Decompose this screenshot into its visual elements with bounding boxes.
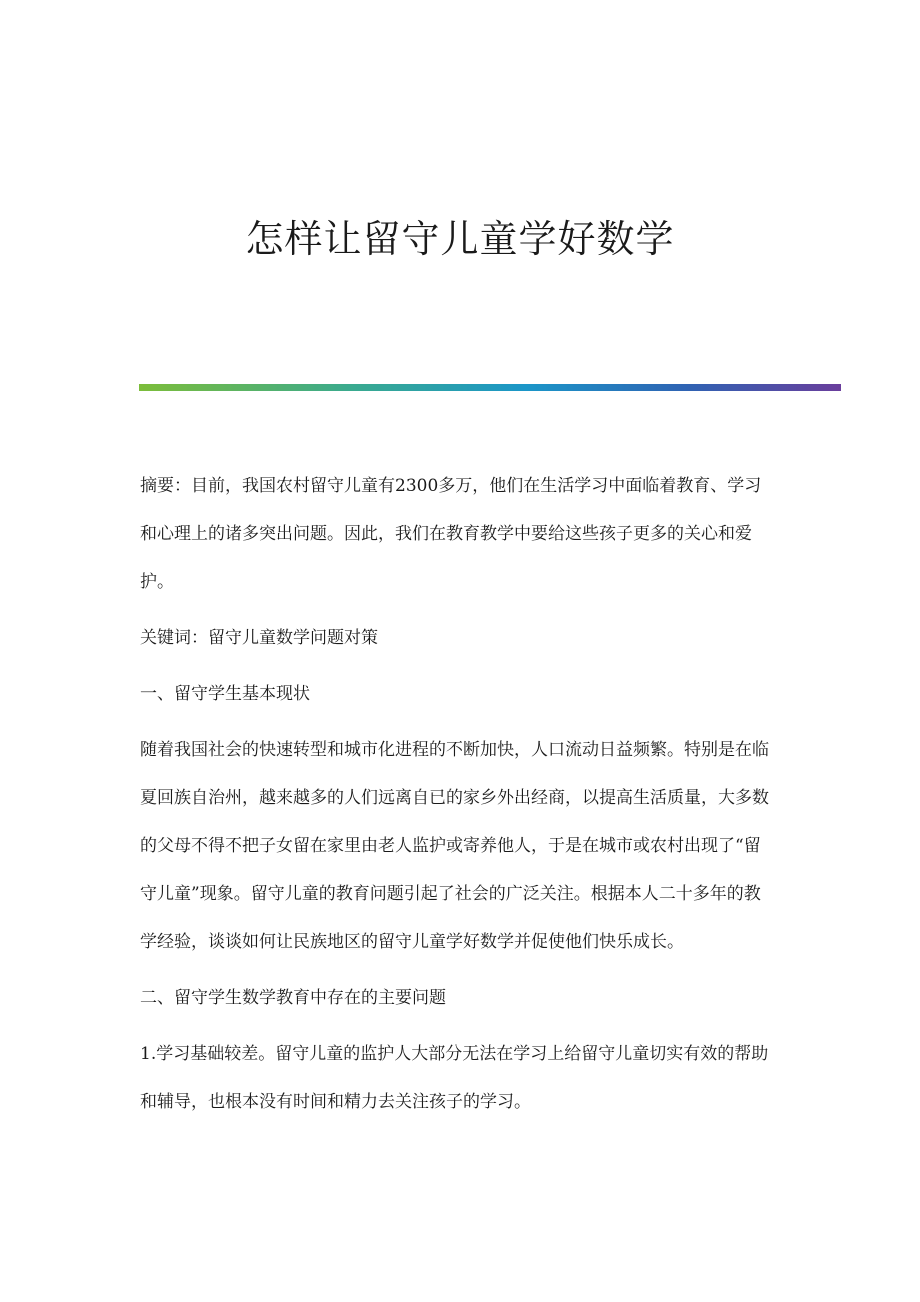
section-heading-2: 二、留守学生数学教育中存在的主要问题 <box>140 988 446 1008</box>
title-divider <box>139 384 841 391</box>
document-body <box>140 462 772 1134</box>
section-heading-1: 一、留守学生基本现状 <box>140 684 310 704</box>
document-title: 怎样让留守儿童学好数学 <box>245 217 675 261</box>
keywords-paragraph: 关键词：留守儿童数学问题对策 <box>140 628 378 648</box>
abstract-paragraph: 摘要：目前，我国农村留守儿童有2300多万，他们在生活学习中面临着教育、学习和心理上的诸多突出问题。因此，我们在教育教学中要给这些孩子更多的关心和爱护。 <box>140 476 762 592</box>
body-paragraph: 1.学习基础较差。留守儿童的监护人大部分无法在学习上给留守儿童切实有效的帮助和辅导，也根本没有时间和精力去关注孩子的学习。 <box>140 1044 769 1112</box>
body-paragraph: 随着我国社会的快速转型和城市化进程的不断加快，人口流动日益频繁。特别是在临夏回族自治州，越来越多的人们远离自已的家乡外出经商，以提高生活质量，大多数的父母不得不把子女留在家里由老人监护或寄养他人，于是在城市或农村出现了“留守儿童”现象。留守儿童的教育问题引起了社会的广泛关注。根据本人二十多年的教学经验，谈谈如何让民族地区的留守儿童学好数学并促使他们快乐成长。 <box>140 740 769 952</box>
